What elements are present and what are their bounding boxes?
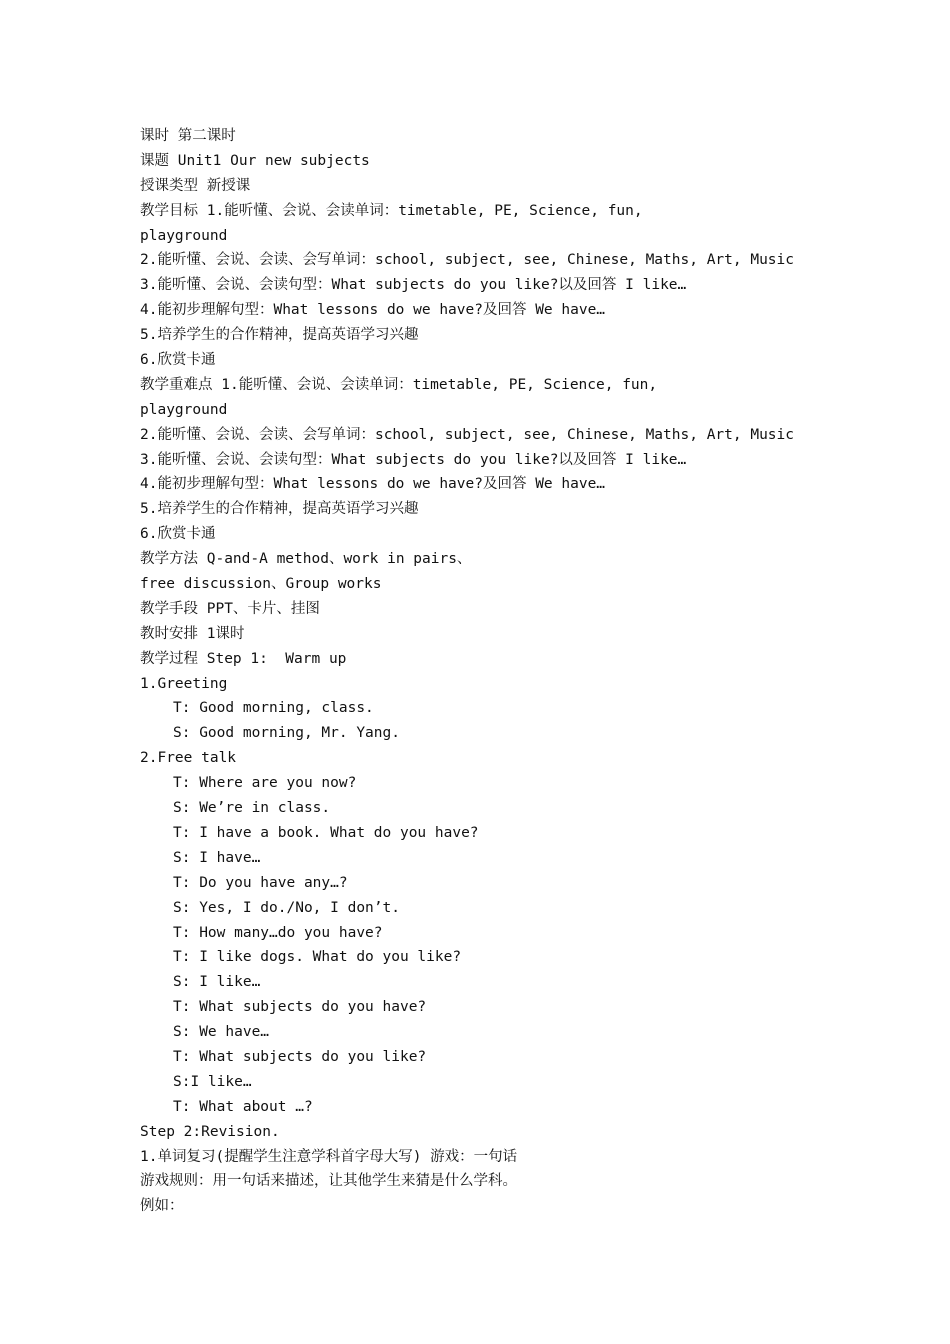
text-line: 2.能听懂、会说、会读、会写单词：school, subject, see, Chinese, Maths, Art, Music	[140, 252, 794, 269]
text-line: 5.培养学生的合作精神，提高英语学习兴趣	[140, 327, 419, 344]
text-line: S:I like…	[173, 1073, 252, 1090]
text-line: S: Yes, I do./No, I don’t.	[173, 899, 400, 916]
text-line: 教学重难点 1.能听懂、会说、会读单词：timetable, PE, Science, fun,	[140, 376, 658, 393]
text-line: 2.Free talk	[140, 750, 237, 767]
text-line: 3.能听懂、会说、会读句型：What subjects do you like?以及回答 I like…	[140, 451, 687, 468]
text-line: T: I like dogs. What do you like?	[173, 949, 462, 966]
text-line: 教时安排 1课时	[140, 625, 245, 642]
text-line: T: How many…do you have?	[173, 924, 383, 941]
text-line: T: What about …?	[173, 1098, 313, 1115]
text-line: 课时 第二课时	[140, 128, 236, 144]
text-line: S: We’re in class.	[173, 800, 331, 817]
text-line: 教学过程 Step 1: Warm up	[140, 650, 347, 667]
text-line: Step 2:Revision.	[140, 1123, 280, 1140]
text-line: 6.欣赏卡通	[140, 352, 216, 369]
text-line: S: We have…	[173, 1024, 270, 1041]
text-line: playground	[140, 401, 228, 418]
text-line: S: I like…	[173, 974, 261, 991]
text-line: 游戏规则：用一句话来描述，让其他学生来猜是什么学科。	[140, 1173, 517, 1190]
text-line: T: What subjects do you like?	[173, 1048, 427, 1065]
text-line: 1.单词复习(提醒学生注意学科首字母大写) 游戏：一句话	[140, 1148, 518, 1165]
text-line: 授课类型 新授课	[140, 177, 251, 194]
text-line: 6.欣赏卡通	[140, 526, 216, 543]
text-line: 教学手段 PPT、卡片、挂图	[140, 600, 320, 617]
text-line: 例如：	[140, 1198, 184, 1215]
text-line: 课题 Unit1 Our new subjects	[140, 152, 370, 169]
text-line: 4.能初步理解句型：What lessons do we have?及回答 We have…	[140, 302, 606, 319]
text-line: 教学方法 Q-and-A method、work in pairs、	[140, 551, 472, 568]
text-line: T: Where are you now?	[173, 775, 357, 792]
text-line: playground	[140, 227, 228, 244]
text-line: 2.能听懂、会说、会读、会写单词：school, subject, see, Chinese, Maths, Art, Music	[140, 426, 794, 443]
text-line: 1.Greeting	[140, 675, 228, 692]
text-line: 4.能初步理解句型：What lessons do we have?及回答 We have…	[140, 476, 606, 493]
text-line: T: Do you have any…?	[173, 874, 348, 891]
text-line: free discussion、Group works	[140, 576, 382, 593]
text-line: 3.能听懂、会说、会读句型：What subjects do you like?以及回答 I like…	[140, 277, 687, 294]
text-line: S: Good morning, Mr. Yang.	[173, 725, 400, 742]
lesson-plan-text	[140, 124, 840, 1219]
text-line: 教学目标 1.能听懂、会说、会读单词：timetable, PE, Science, fun,	[140, 202, 643, 219]
text-line: T: I have a book. What do you have?	[173, 824, 479, 841]
text-line: T: What subjects do you have?	[173, 999, 427, 1016]
text-line: S: I have…	[173, 849, 261, 866]
text-line: 5.培养学生的合作精神，提高英语学习兴趣	[140, 501, 419, 518]
text-line: T: Good morning, class.	[173, 700, 374, 717]
